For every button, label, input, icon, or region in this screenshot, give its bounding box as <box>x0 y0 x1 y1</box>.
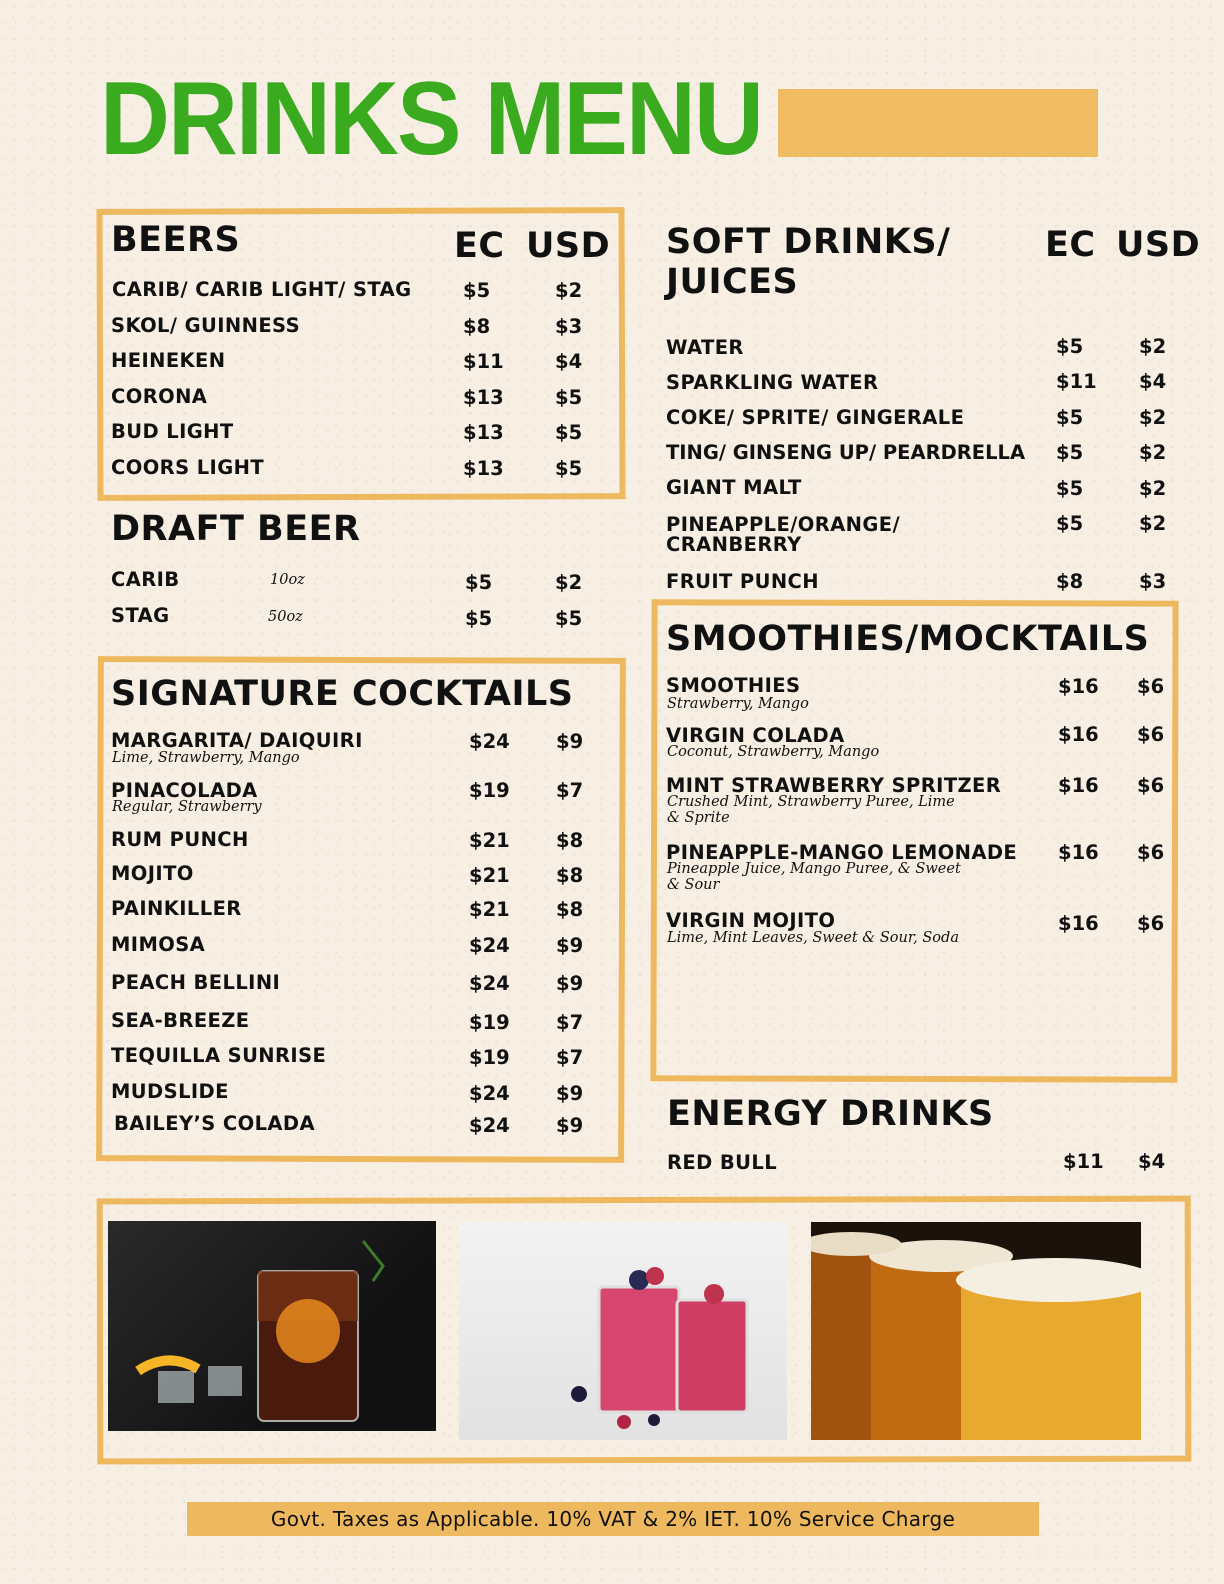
draft-beer-heading: DRAFT BEER <box>111 509 361 549</box>
cocktail-item-name: PEACH BELLINI <box>111 971 281 994</box>
soft-item-usd: $2 <box>1139 406 1167 429</box>
cocktail-item-ec: $24 <box>469 1082 510 1105</box>
cocktail-item-name: RUM PUNCH <box>111 828 249 851</box>
cocktail-item-ec: $24 <box>469 972 510 995</box>
beer-item-ec: $13 <box>463 421 504 444</box>
cocktail-item-desc: Regular, Strawberry <box>112 799 262 815</box>
smoothie-item-desc: Coconut, Strawberry, Mango <box>667 744 880 760</box>
draft-item-usd: $2 <box>555 571 583 594</box>
cocktail-item-name: BAILEY’S COLADA <box>114 1112 315 1135</box>
cocktail-item-usd: $9 <box>556 934 584 957</box>
cocktail-item-usd: $8 <box>556 829 584 852</box>
soft-item-ec: $11 <box>1056 370 1097 393</box>
soft-item-name-line2: CRANBERRY <box>666 533 802 556</box>
smoothie-item-usd: $6 <box>1137 675 1165 698</box>
smoothie-item-usd: $6 <box>1137 912 1165 935</box>
smoothie-item-desc-line2: & Sour <box>667 877 720 893</box>
cocktail-item-ec: $19 <box>469 1011 510 1034</box>
cocktail-item-name: MIMOSA <box>111 933 206 956</box>
cocktail-item-usd: $7 <box>556 1011 584 1034</box>
cocktail-item-usd: $8 <box>556 898 584 921</box>
smoothie-item-ec: $16 <box>1058 774 1099 797</box>
smoothie-item-name: VIRGIN COLADA <box>666 724 845 747</box>
cocktail-item-ec: $19 <box>469 1046 510 1069</box>
cocktail-item-name: MOJITO <box>111 862 194 885</box>
cocktail-item-name: PINACOLADA <box>111 779 258 802</box>
beer-item-name: BUD LIGHT <box>111 420 234 443</box>
soft-item-usd: $2 <box>1139 335 1167 358</box>
title-accent-bar <box>778 89 1098 157</box>
soft-item-name: PINEAPPLE/ORANGE/ <box>666 513 900 536</box>
draft-item-ec: $5 <box>465 571 493 594</box>
cocktail-item-name: SEA-BREEZE <box>111 1009 250 1032</box>
soft-item-ec: $5 <box>1056 406 1084 429</box>
soft-item-ec: $5 <box>1056 335 1084 358</box>
cocktail-item-name: PAINKILLER <box>111 897 242 920</box>
cocktail-glass-icon <box>108 1221 436 1431</box>
smoothie-item-usd: $6 <box>1137 774 1165 797</box>
smoothie-item-desc: Lime, Mint Leaves, Sweet & Sour, Soda <box>667 930 959 946</box>
beer-item-name: HEINEKEN <box>111 349 226 372</box>
smoothie-item-desc-line2: & Sprite <box>667 810 730 826</box>
draft-item-name: CARIB <box>111 568 180 591</box>
cocktail-item-name: MUDSLIDE <box>111 1080 229 1103</box>
smoothie-item-name: MINT STRAWBERRY SPRITZER <box>666 774 1002 797</box>
beer-item-usd: $5 <box>555 386 583 409</box>
soft-item-usd: $3 <box>1139 570 1167 593</box>
beer-item-usd: $5 <box>555 421 583 444</box>
smoothie-photo <box>459 1222 787 1440</box>
cocktail-item-desc: Lime, Strawberry, Mango <box>112 750 300 766</box>
cocktail-item-name: TEQUILLA SUNRISE <box>111 1044 327 1067</box>
draft-item-ec: $5 <box>465 607 493 630</box>
cocktail-item-usd: $9 <box>556 1082 584 1105</box>
beer-item-name: CARIB/ CARIB LIGHT/ STAG <box>112 278 412 301</box>
soft-item-name: FRUIT PUNCH <box>666 570 819 593</box>
soft-item-usd: $2 <box>1139 512 1167 535</box>
smoothie-item-desc: Strawberry, Mango <box>667 696 809 712</box>
beer-photo <box>811 1222 1141 1440</box>
draft-item-usd: $5 <box>555 607 583 630</box>
cocktail-item-ec: $19 <box>469 779 510 802</box>
beers-heading: BEERS <box>111 220 241 260</box>
smoothie-item-name: SMOOTHIES <box>666 674 801 697</box>
cocktail-item-usd: $8 <box>556 864 584 887</box>
beer-item-ec: $8 <box>463 315 491 338</box>
smoothie-item-desc: Crushed Mint, Strawberry Puree, Lime <box>667 794 955 810</box>
cocktail-item-ec: $21 <box>469 898 510 921</box>
soft-item-ec: $5 <box>1056 477 1084 500</box>
soft-drinks-heading-line2: JUICES <box>666 261 799 302</box>
cocktail-item-ec: $24 <box>469 1114 510 1137</box>
beer-item-ec: $13 <box>463 457 504 480</box>
tax-note-footer: Govt. Taxes as Applicable. 10% VAT & 2% IET. 10% Service Charge <box>187 1502 1039 1536</box>
soft-item-name: SPARKLING WATER <box>666 371 879 394</box>
smoothie-glasses-icon <box>459 1222 787 1440</box>
soft-drinks-heading-line1: SOFT DRINKS/ <box>666 222 951 262</box>
smoothie-item-desc: Pineapple Juice, Mango Puree, & Sweet <box>667 861 961 877</box>
cocktails-heading: SIGNATURE COCKTAILS <box>111 674 574 714</box>
beer-item-usd: $5 <box>555 457 583 480</box>
smoothie-item-usd: $6 <box>1137 841 1165 864</box>
draft-item-size: 50oz <box>268 609 303 625</box>
soft-item-name: COKE/ SPRITE/ GINGERALE <box>666 406 965 429</box>
soft-ec-header: EC <box>1045 225 1096 265</box>
cocktail-item-usd: $7 <box>556 1046 584 1069</box>
smoothie-item-ec: $16 <box>1058 723 1099 746</box>
cocktail-item-ec: $24 <box>469 730 510 753</box>
cocktail-item-ec: $21 <box>469 829 510 852</box>
cocktail-item-usd: $9 <box>556 1114 584 1137</box>
beer-item-name: CORONA <box>111 385 208 408</box>
smoothie-item-ec: $16 <box>1058 912 1099 935</box>
cocktail-item-ec: $24 <box>469 934 510 957</box>
soft-drinks-heading <box>666 224 950 301</box>
cocktail-item-usd: $7 <box>556 779 584 802</box>
beer-item-ec: $5 <box>463 279 491 302</box>
draft-item-size: 10oz <box>270 572 305 588</box>
smoothie-item-name: PINEAPPLE-MANGO LEMONADE <box>666 841 1018 864</box>
energy-item-usd: $4 <box>1138 1150 1166 1173</box>
soft-item-usd: $2 <box>1139 477 1167 500</box>
beer-glasses-icon <box>811 1222 1141 1440</box>
soft-item-ec: $5 <box>1056 441 1084 464</box>
draft-item-name: STAG <box>111 604 170 627</box>
beer-item-name: SKOL/ GUINNESS <box>111 314 301 337</box>
beer-item-usd: $4 <box>555 350 583 373</box>
smoothie-item-ec: $16 <box>1058 841 1099 864</box>
soft-item-usd: $4 <box>1139 370 1167 393</box>
beer-item-name: COORS LIGHT <box>111 456 265 479</box>
smoothie-item-name: VIRGIN MOJITO <box>666 909 836 932</box>
smoothie-item-usd: $6 <box>1137 723 1165 746</box>
menu-title: DRINKS MENU <box>100 61 762 177</box>
beer-item-ec: $11 <box>463 350 504 373</box>
beer-item-usd: $3 <box>555 315 583 338</box>
soft-item-ec: $5 <box>1056 512 1084 535</box>
soft-item-name: TING/ GINSENG UP/ PEARDRELLA <box>666 441 1026 464</box>
cocktail-item-ec: $21 <box>469 864 510 887</box>
beers-usd-header: USD <box>526 226 611 266</box>
soft-usd-header: USD <box>1116 225 1201 265</box>
smoothie-item-ec: $16 <box>1058 675 1099 698</box>
soft-item-usd: $2 <box>1139 441 1167 464</box>
energy-item-name: RED BULL <box>667 1151 778 1174</box>
cocktail-item-name: MARGARITA/ DAIQUIRI <box>111 729 363 752</box>
energy-item-ec: $11 <box>1063 1150 1104 1173</box>
energy-drinks-heading: ENERGY DRINKS <box>667 1094 994 1134</box>
beers-ec-header: EC <box>454 226 505 266</box>
cocktail-item-usd: $9 <box>556 730 584 753</box>
cocktail-photo <box>108 1221 436 1431</box>
soft-item-name: GIANT MALT <box>666 476 802 499</box>
beer-item-ec: $13 <box>463 386 504 409</box>
smoothies-heading: SMOOTHIES/MOCKTAILS <box>666 619 1150 659</box>
beer-item-usd: $2 <box>555 279 583 302</box>
soft-item-ec: $8 <box>1056 570 1084 593</box>
soft-item-name: WATER <box>666 336 744 359</box>
cocktail-item-usd: $9 <box>556 972 584 995</box>
